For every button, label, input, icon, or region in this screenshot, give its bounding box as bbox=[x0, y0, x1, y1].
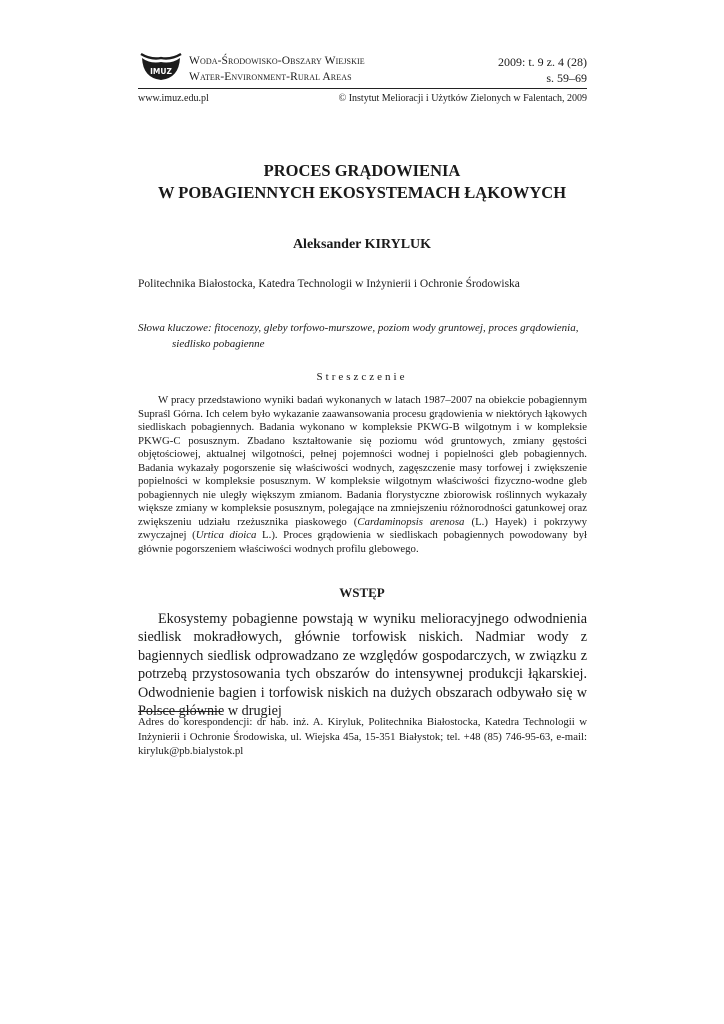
abstract-text-c: L.). Proces grądowienia w siedliskach pobagiennych powodowany był głównie pogorszeniem właściwości wodnych profilu glebowego. bbox=[138, 529, 587, 555]
keywords-line-2: siedlisko pobagienne bbox=[172, 338, 265, 350]
footnote-text: Adres do korespondencji: dr hab. inż. A. Kiryluk, Politechnika Białostocka, Katedra Technologii w Inżynierii i Ochronie Środowiska, ul. Wiejska 45a, 15-351 Białystok; tel. +48 (85) 746-95-63, e-mail: kiryluk@pb.bialystok.pl bbox=[138, 716, 587, 757]
abstract-body bbox=[138, 394, 587, 556]
svg-text:IMUZ: IMUZ bbox=[150, 67, 172, 76]
affiliation: Politechnika Białostocka, Katedra Technologii w Inżynierii i Ochronie Środowiska bbox=[138, 278, 520, 290]
footnote-rule bbox=[138, 711, 222, 712]
volume-info: 2009: t. 9 z. 4 (28) bbox=[498, 55, 587, 69]
keywords-line-1: Słowa kluczowe: fitocenozy, gleby torfowo-murszowe, poziom wody gruntowej, proces grądowienia, bbox=[138, 322, 579, 334]
abstract-text-b: (L.) Hayek) i pokrzywy zwyczajnej ( bbox=[138, 515, 588, 541]
journal-name-en: Water-Environment-Rural Areas bbox=[189, 71, 352, 83]
header-rule bbox=[138, 88, 587, 89]
copyright: © Instytut Melioracji i Użytków Zielonych w Falentach, 2009 bbox=[338, 93, 587, 104]
section-heading-intro: WSTĘP bbox=[339, 585, 385, 600]
imuz-logo bbox=[139, 50, 183, 84]
title-line-2: W POBAGIENNYCH EKOSYSTEMACH ŁĄKOWYCH bbox=[157, 183, 567, 202]
website-link[interactable]: www.imuz.edu.pl bbox=[138, 93, 209, 104]
page-range: s. 59–69 bbox=[546, 71, 587, 85]
article-title bbox=[100, 160, 624, 204]
journal-name-pl: Woda-Środowisko-Obszary Wiejskie bbox=[189, 55, 365, 67]
abstract-text-a: W pracy przedstawiono wyniki badań wykonanych w latach 1987–2007 na obiekcie pobagiennym Supraśl Górna. Ich celem było wykazanie zaawansowania procesu grądowienia w niektórych łąkowych siedliskach pobagiennych. Badania wykonano w kompleksie PKWG-B wilgotnym i w kompleksie PKWG-C posusznym. Zbadano kształtowanie się poziomu wód gruntowych, zmiany gęstości objętościowej, aktualnej wilgotności, pełnej pojemności wodnej i popielności gleb pobagiennych. Badania wykazały pogorszenie się właściwości wodnych, zagęszczenie masy torfowej i zwiększenie popielności w kompleksie posusznym. W kompleksie wilgotnym właściwości fizyczno-wodne gleb pobagiennych nie uległy większym zmianom. Badania florystyczne zbiorowisk roślinnych wykazały większe zmiany w kompleksie posusznym, polegające na zmniejszeniu różnorodności gatunkowej oraz zwiększeniu udziału rzeżusznika piaskowego ( bbox=[138, 394, 587, 528]
title-line-1: PROCES GRĄDOWIENIA bbox=[263, 161, 461, 180]
intro-text: Ekosystemy pobagienne powstają w wyniku melioracyjnego odwodnienia siedlisk mokradłowych, głównie torfowisk niskich. Nadmiar wody z bagiennych siedlisk odprowadzano ze względów gospodarczych, w związku z potrzebą przystosowania tych obszarów do intensywnej produkcji łąkarskiej. Odwodnienie bagien i torfowisk niskich na dużych obszarach odbywało się w Polsce głównie w drugiej bbox=[138, 611, 587, 720]
intro-paragraph bbox=[138, 610, 587, 720]
author: Aleksander KIRYLUK bbox=[292, 237, 432, 252]
footnote bbox=[138, 715, 587, 759]
species-cardaminopsis: Cardaminopsis arenosa bbox=[357, 515, 465, 528]
keywords bbox=[138, 320, 587, 352]
abstract-heading: Streszczenie bbox=[316, 371, 408, 383]
species-urtica: Urtica dioica bbox=[195, 529, 257, 541]
